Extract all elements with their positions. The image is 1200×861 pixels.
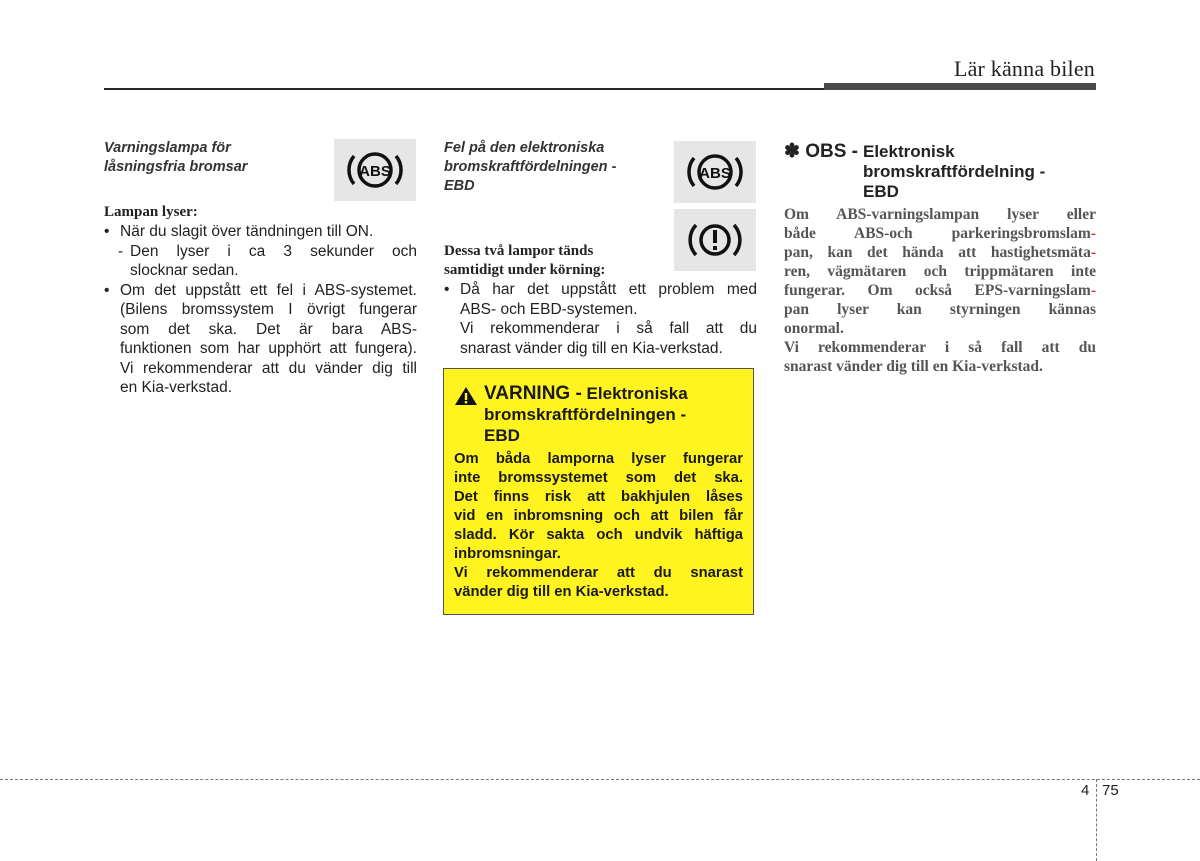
list-subitem: - Den lyser i ca 3 sekunder och (118, 242, 417, 260)
obs-line: Vi rekommenderar i så fall att du (784, 339, 1096, 356)
warning-line: vänder dig till en Kia-verkstad. (454, 584, 669, 600)
list-item-cont: en Kia-verkstad. (120, 379, 232, 396)
warning-line: Vi rekommenderar att du snarast (454, 565, 743, 581)
obs-line: pan, kan det hända att hastighetsmäta- (784, 244, 1096, 261)
list-item-cont: funktionen som har upphört att fungera). (120, 340, 417, 357)
subhead-line: bromskraftfördelningen - (444, 159, 617, 175)
warning-line: vid en inbromsning och att bilen får (454, 508, 743, 524)
list-item-cont: (Bilens bromssystem I övrigt fungerar (120, 301, 417, 318)
obs-line: onormal. (784, 320, 844, 337)
list-item-cont: som det ska. Det är bara ABS- (120, 320, 417, 338)
abs-warning-lamp-icon (674, 141, 756, 203)
list-item-cont: ABS- och EBD-systemen. (460, 300, 638, 318)
footer-rule (0, 779, 1200, 780)
warning-text (454, 450, 743, 602)
warning-line: inbromsningar. (454, 546, 561, 562)
lamps-label: samtidigt under körning: (444, 262, 606, 278)
obs-title-line: bromskraftfördelning - (862, 162, 1046, 181)
warning-line: sladd. Kör sakta och undvik häftiga (454, 527, 743, 543)
obs-line: ren, vägmätaren och trippmätaren inte (784, 263, 1096, 280)
svg-text:ABS: ABS (359, 163, 391, 180)
abs-icon (342, 145, 408, 195)
list-item-cont: Vi rekommenderar att du vänder dig till (120, 359, 417, 377)
obs-line: pan lyser kan styrningen kännas (784, 301, 1096, 318)
subhead-line: Fel på den elektroniska (444, 140, 605, 156)
warning-box (443, 368, 754, 615)
list-item-cont: snarast vänder dig till en Kia-verkstad. (460, 339, 723, 357)
obs-line: fungerar. Om också EPS-varningslam- (784, 282, 1096, 299)
abs-section-body (104, 203, 417, 398)
warning-line: inte bromssystemet som det ska. (454, 470, 743, 486)
header-rule-accent (824, 83, 1096, 90)
lamps-label: Dessa två lampor tänds (444, 243, 594, 259)
obs-text (784, 205, 1096, 376)
list-item: • Då har det uppstått ett problem med (444, 281, 757, 298)
chapter-number: 4 (1081, 782, 1090, 799)
svg-text:ABS: ABS (699, 165, 731, 182)
obs-title-line: EBD (862, 182, 899, 201)
ebd-section-body (444, 242, 757, 358)
hyphen: - (1090, 225, 1096, 242)
subhead-line: Varningslampa för (104, 140, 231, 156)
abs-section-heading (104, 139, 324, 177)
obs-title-line: Elektronisk (862, 142, 955, 161)
header-rule (104, 88, 826, 90)
subhead-line: låsningsfria bromsar (104, 159, 248, 175)
obs-note (784, 141, 1096, 376)
list-item: • När du slagit över tändningen till ON. (104, 223, 374, 240)
warning-lead: VARNING - (484, 383, 582, 404)
warning-triangle-icon (454, 383, 484, 411)
list-item: • Om det uppstått ett fel i ABS-systemet. (104, 281, 417, 299)
obs-line: både ABS-och parkeringsbromslam- (784, 225, 1096, 242)
obs-line: Om ABS-varningslampan lyser eller (784, 206, 1096, 223)
page-number: 75 (1102, 782, 1119, 799)
lamp-label: Lampan lyser: (104, 204, 198, 220)
abs-warning-lamp-icon (334, 139, 416, 201)
page-header-title: Lär känna bilen (953, 56, 1095, 81)
hyphen: - (1090, 282, 1096, 299)
obs-line: snarast vänder dig till en Kia-verkstad. (784, 358, 1043, 375)
obs-heading (784, 141, 1096, 202)
list-item-cont: Vi rekommenderar i så fall att du (460, 320, 757, 337)
warning-title-line: bromskraftfördelningen - (484, 405, 687, 424)
subhead-line: EBD (444, 178, 475, 194)
list-subitem-cont: slocknar sedan. (130, 262, 239, 279)
footer-divider (1096, 779, 1097, 861)
warning-title: Elektroniska (586, 384, 688, 403)
ebd-section-heading (444, 139, 664, 196)
hyphen: - (1090, 244, 1096, 261)
abs-icon (682, 147, 748, 197)
warning-line: Om båda lamporna lyser fungerar (454, 451, 743, 467)
warning-heading (454, 383, 743, 446)
warning-line: Det finns risk att bakhjulen låses (454, 489, 743, 505)
obs-lead: ✽ OBS - (784, 141, 858, 162)
warning-title-line: EBD (484, 426, 520, 445)
